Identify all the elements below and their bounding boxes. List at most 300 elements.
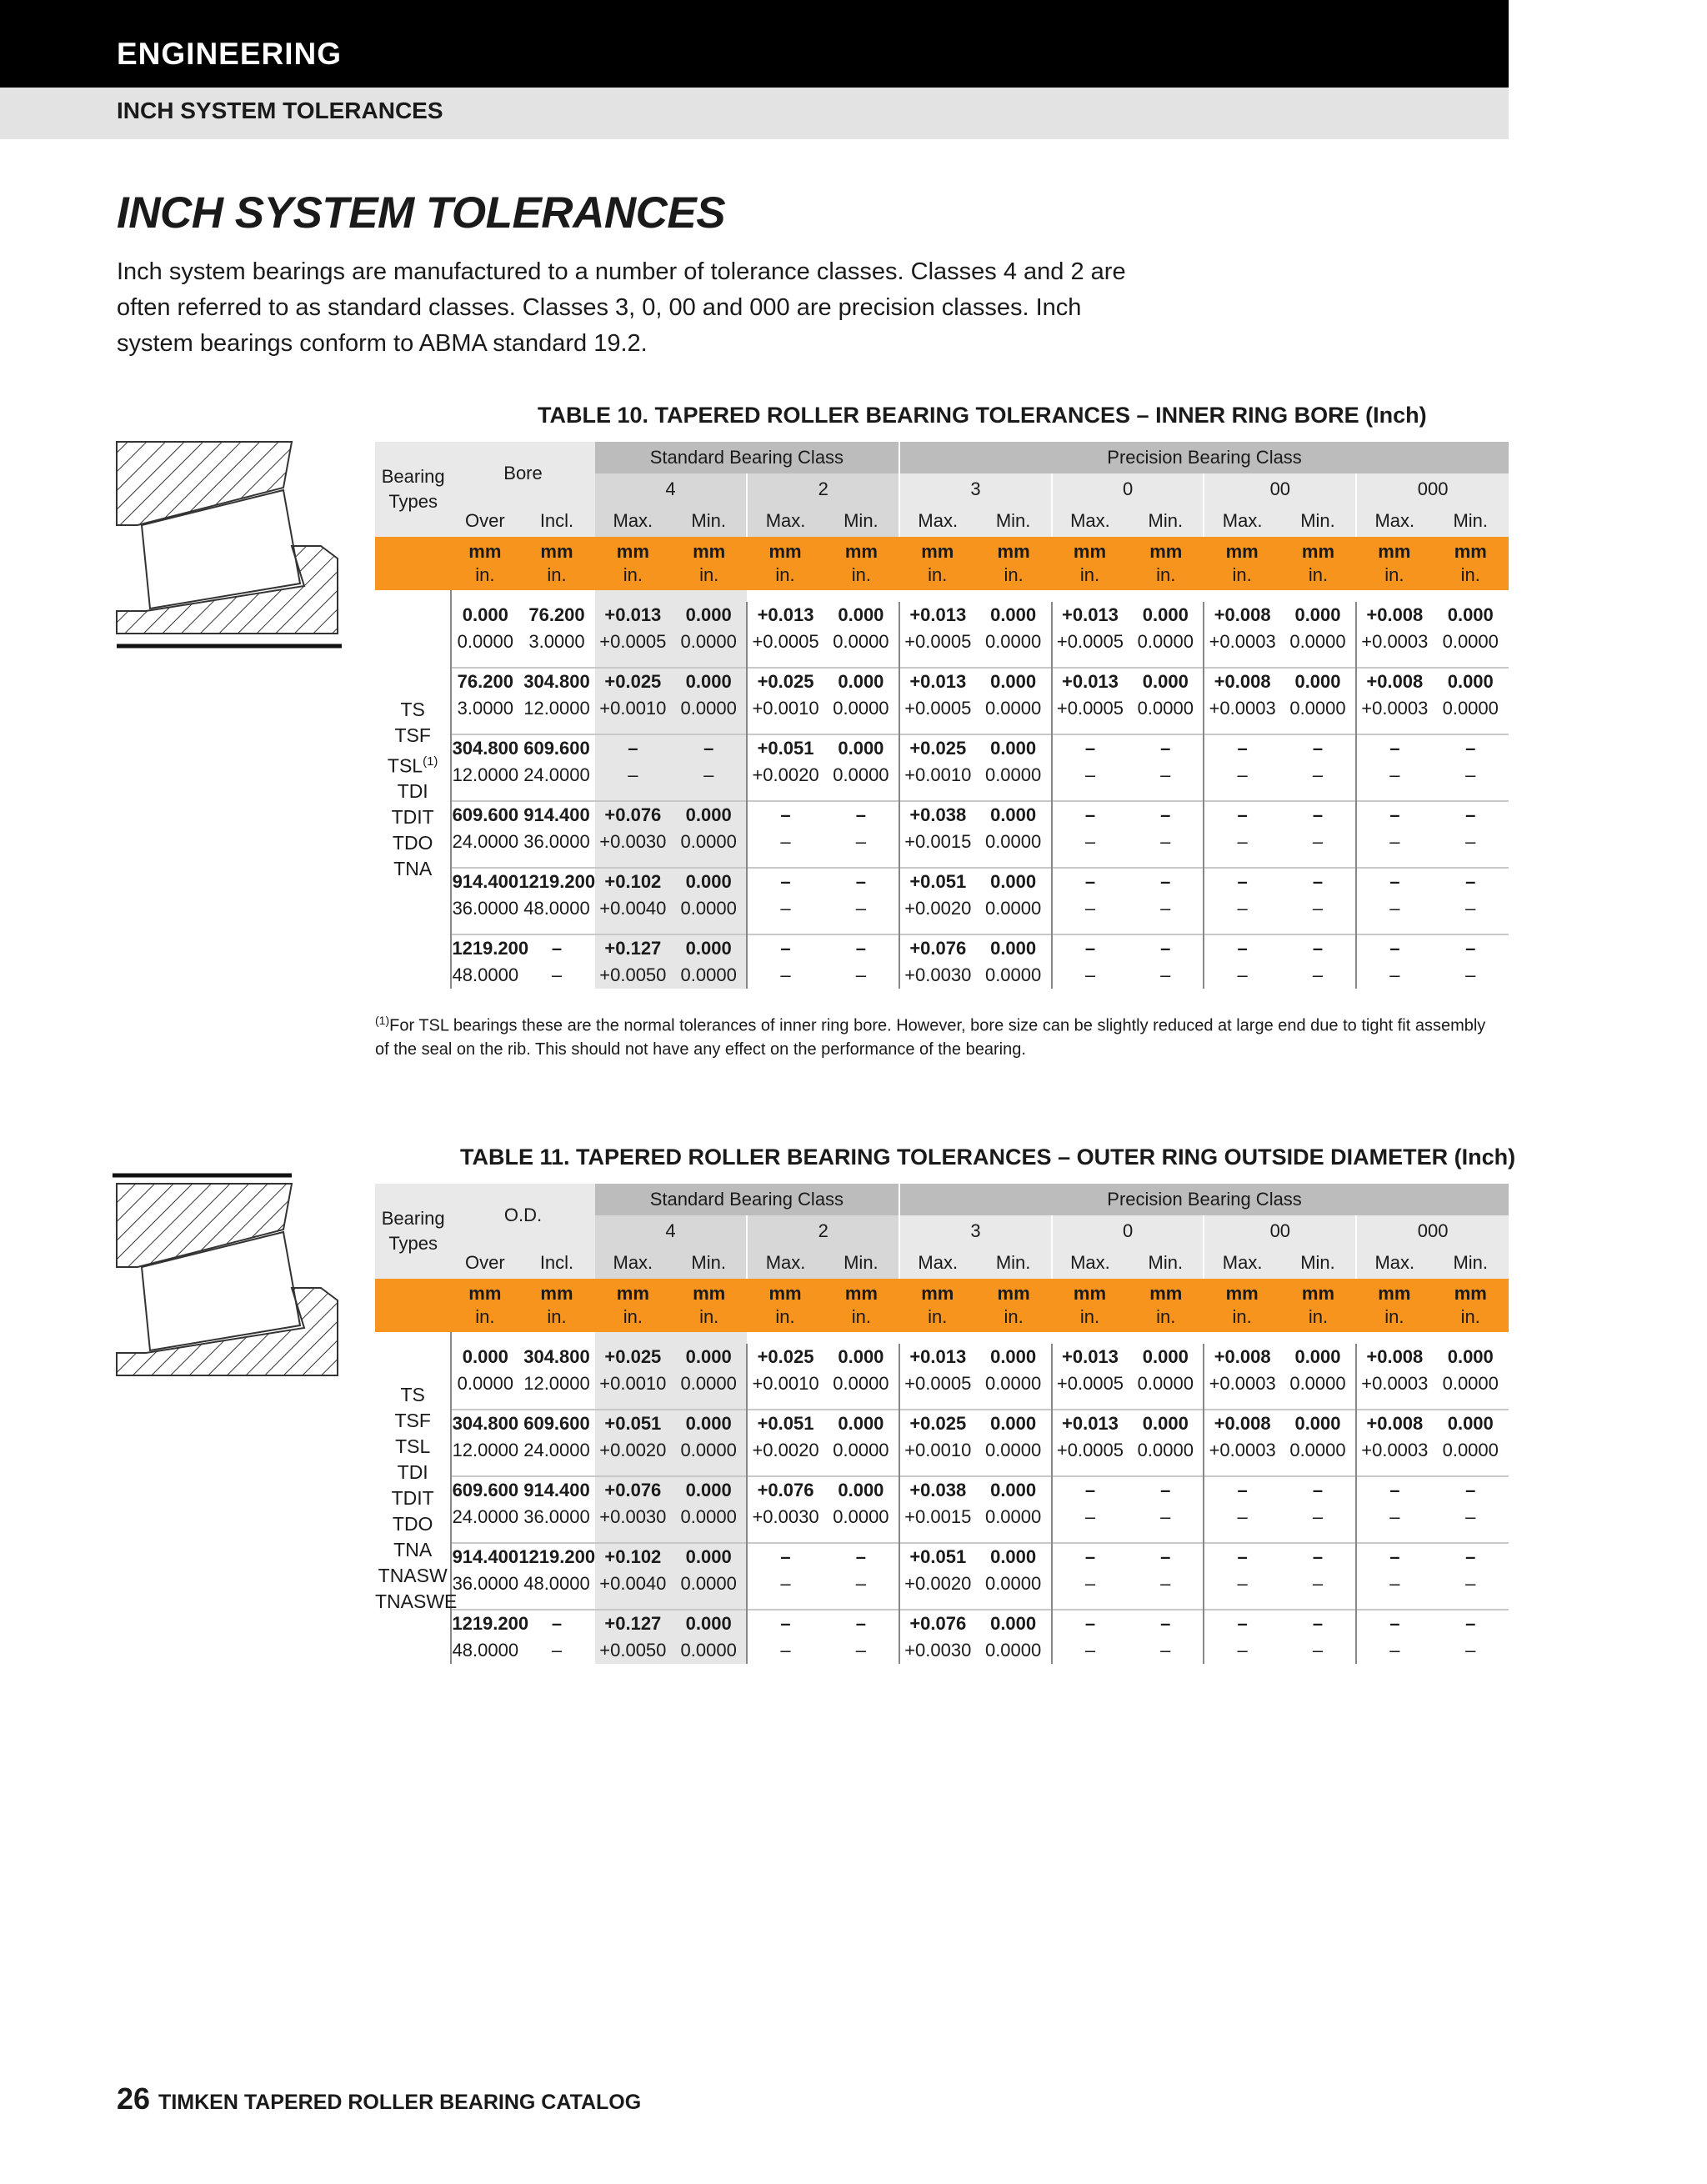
table10-inner-ring-bore	[375, 442, 1509, 989]
value-cell: 1219.200	[451, 1610, 518, 1637]
unit-mm: mm	[616, 541, 649, 562]
bearing-type	[375, 723, 450, 749]
spacer-cell	[1356, 1397, 1432, 1410]
bearing-type-label: TDI	[397, 1460, 428, 1483]
value-cell: +0.008	[1204, 1344, 1279, 1370]
value-cell: –	[1052, 829, 1128, 855]
unit-in: in.	[1308, 564, 1329, 585]
unit-in: in.	[1384, 564, 1404, 585]
table10-footnote	[375, 1009, 1492, 1061]
value-cell: +0.0005	[899, 629, 975, 655]
value-cell: –	[1356, 1504, 1432, 1530]
units-cell	[1280, 537, 1356, 590]
unit-in: in.	[1156, 1306, 1176, 1327]
spacer-cell	[671, 922, 747, 934]
value-cell: –	[1312, 898, 1324, 919]
col-max: Max.	[899, 505, 975, 537]
value-cell: +0.0003	[1204, 695, 1279, 722]
table-row	[375, 868, 1509, 895]
spacer-cell	[747, 1530, 823, 1543]
spacer-cell	[899, 922, 975, 934]
bearing-types-cell	[375, 1332, 458, 1664]
value-cell: –	[855, 898, 867, 919]
spacer-cell	[451, 789, 518, 801]
value-cell: –	[855, 831, 867, 852]
units-cell	[1128, 1279, 1204, 1332]
value-cell: +0.0005	[899, 695, 975, 722]
units-cell	[671, 537, 747, 590]
col-header-standard-class: Standard Bearing Class	[595, 1184, 899, 1215]
col-min: Min.	[823, 505, 899, 537]
spacer-cell	[823, 855, 899, 868]
value-cell: +0.0003	[1204, 1437, 1279, 1464]
value-cell: +0.076	[595, 1476, 671, 1504]
value-cell: –	[747, 962, 823, 989]
value-cell: –	[1052, 762, 1128, 789]
spacer-cell	[1433, 1597, 1509, 1610]
spacer-cell	[1280, 590, 1356, 602]
value-cell: +0.0040	[595, 895, 671, 922]
value-cell: –	[823, 1543, 899, 1570]
value-cell: 0.000	[975, 801, 1051, 829]
spacer-cell	[1356, 590, 1432, 602]
units-cell	[451, 1279, 518, 1332]
value-cell: 0.0000	[1137, 631, 1194, 652]
spacer-cell	[975, 855, 1051, 868]
spacer-cell	[1280, 1530, 1356, 1543]
spacer-cell	[1052, 922, 1128, 934]
unit-mm: mm	[693, 541, 726, 562]
value-cell: 24.0000	[523, 1440, 590, 1460]
spacer-cell	[451, 922, 518, 934]
value-cell: +0.013	[899, 1344, 975, 1370]
value-cell: 304.800	[451, 734, 518, 762]
value-cell: +0.0003	[1356, 695, 1432, 722]
units-cell	[1052, 537, 1128, 590]
unit-mm: mm	[540, 1283, 573, 1304]
unit-mm: mm	[921, 1283, 954, 1304]
footnote-mark: (1)	[375, 1014, 390, 1027]
bearing-type	[375, 779, 450, 804]
spacer-cell	[1356, 1597, 1432, 1610]
value-cell: –	[1204, 895, 1279, 922]
value-cell: –	[1052, 868, 1128, 895]
spacer-cell	[899, 789, 975, 801]
value-cell: +0.0005	[747, 629, 823, 655]
unit-in: in.	[547, 564, 567, 585]
value-cell: +0.076	[747, 1476, 823, 1504]
spacer-cell	[975, 1397, 1051, 1410]
class-header: 0	[1052, 473, 1204, 505]
spacer-cell	[747, 1332, 823, 1344]
spacer-cell	[1280, 722, 1356, 734]
spacer-cell	[899, 1597, 975, 1610]
value-cell: 24.0000	[451, 1504, 518, 1530]
spacer-cell	[518, 855, 594, 868]
bearing-types-list	[375, 1382, 458, 1615]
value-cell: –	[855, 1640, 867, 1661]
spacer-cell	[899, 855, 975, 868]
value-cell: 0.0000	[1137, 1440, 1194, 1460]
intro-paragraph: Inch system bearings are manufactured to a number of tolerance classes. Classes 4 and 2 are often referred to as standard classes. Classes 3, 0, 00 and 000 are precision classes. Inch system bearings conform to ABMA standard 19.2.	[117, 258, 1126, 357]
value-cell: –	[1160, 764, 1171, 785]
spacer-cell	[823, 590, 899, 602]
value-cell: +0.076	[595, 801, 671, 829]
value-cell: –	[1204, 829, 1279, 855]
value-cell: –	[1204, 762, 1279, 789]
units-cell	[1433, 1279, 1509, 1332]
value-cell: 12.0000	[451, 762, 518, 789]
spacer-cell	[1204, 1332, 1279, 1344]
bearing-type-label: TS	[400, 1383, 425, 1405]
value-cell: 36.0000	[523, 831, 590, 852]
spacer-cell	[899, 722, 975, 734]
spacer-cell	[451, 855, 518, 868]
value-cell: 0.000	[1447, 604, 1494, 625]
value-cell: –	[1433, 1610, 1509, 1637]
unit-in: in.	[623, 1306, 643, 1327]
value-cell: 0.0000	[451, 1370, 518, 1397]
spacer-cell	[451, 1530, 518, 1543]
value-cell: –	[1356, 1543, 1432, 1570]
spacer-cell	[1204, 922, 1279, 934]
class-header: 0	[1052, 1215, 1204, 1247]
table11-outer-ring-od	[375, 1184, 1509, 1664]
value-cell: –	[1052, 1637, 1128, 1664]
spacer-cell	[823, 1397, 899, 1410]
spacer-cell	[1128, 922, 1204, 934]
value-cell: 0.0000	[671, 895, 747, 922]
value-cell: 0.000	[1142, 1346, 1189, 1367]
value-cell: 0.000	[1280, 1410, 1356, 1437]
unit-in: in.	[1460, 1306, 1480, 1327]
class-header: 000	[1356, 473, 1509, 505]
value-cell: +0.0005	[595, 629, 671, 655]
spacer-cell	[1356, 922, 1432, 934]
unit-mm: mm	[1378, 1283, 1411, 1304]
unit-in: in.	[475, 564, 495, 585]
value-cell: –	[1128, 1476, 1204, 1504]
col-max: Max.	[1052, 1247, 1128, 1279]
value-cell: –	[1356, 895, 1432, 922]
spacer-cell	[1204, 1597, 1279, 1610]
value-cell: –	[1052, 1504, 1128, 1530]
col-header-precision-class: Precision Bearing Class	[899, 442, 1509, 473]
value-cell: 0.0000	[833, 764, 889, 785]
spacer-cell	[899, 655, 975, 668]
value-cell: 0.000	[671, 1410, 747, 1437]
value-cell: +0.013	[747, 602, 823, 629]
value-cell: +0.0015	[899, 829, 975, 855]
col-max: Max.	[1356, 1247, 1432, 1279]
value-cell: –	[518, 1610, 594, 1637]
value-cell: –	[1433, 1476, 1509, 1504]
spacer-cell	[1280, 789, 1356, 801]
spacer-cell	[1052, 1332, 1128, 1344]
table-row	[375, 762, 1509, 789]
value-cell: 0.000	[671, 602, 747, 629]
value-cell: 0.000	[1142, 604, 1189, 625]
units-cell	[451, 537, 518, 590]
value-cell: –	[1128, 734, 1204, 762]
bearing-type	[375, 1485, 450, 1511]
value-cell: –	[1312, 831, 1324, 852]
table-row	[375, 895, 1509, 922]
value-cell: 12.0000	[451, 1437, 518, 1464]
spacer-cell	[747, 1397, 823, 1410]
value-cell: +0.025	[595, 1344, 671, 1370]
spacer-cell	[1052, 1597, 1128, 1610]
col-min: Min.	[823, 1247, 899, 1279]
spacer-cell	[1128, 855, 1204, 868]
value-cell: +0.0030	[595, 1504, 671, 1530]
value-cell: –	[1433, 1543, 1509, 1570]
unit-in: in.	[1384, 1306, 1404, 1327]
value-cell: +0.0050	[595, 1637, 671, 1664]
spacer-cell	[747, 590, 823, 602]
value-cell: 0.0000	[833, 1440, 889, 1460]
value-cell: –	[1160, 1506, 1171, 1527]
value-cell: –	[1356, 829, 1432, 855]
subsection-title: INCH SYSTEM TOLERANCES	[117, 98, 443, 123]
value-cell: 0.0000	[451, 629, 518, 655]
col-incl: Incl.	[518, 1247, 594, 1279]
value-cell: 0.0000	[984, 1640, 1042, 1661]
value-cell: –	[595, 762, 671, 789]
spacer-cell	[1128, 1397, 1204, 1410]
value-cell: 0.000	[975, 668, 1051, 695]
unit-in: in.	[1308, 1306, 1329, 1327]
value-cell: 0.000	[1433, 1410, 1509, 1437]
table-row	[375, 1410, 1509, 1437]
value-cell: +0.051	[747, 734, 823, 762]
value-cell: –	[1128, 868, 1204, 895]
unit-mm: mm	[1149, 1283, 1183, 1304]
spacer-cell	[975, 655, 1051, 668]
value-cell: +0.013	[899, 602, 975, 629]
unit-mm: mm	[921, 541, 954, 562]
value-cell: –	[1312, 964, 1324, 985]
spacer-cell	[1433, 1397, 1509, 1410]
spacer-cell	[823, 789, 899, 801]
section-header-bar	[0, 0, 1509, 88]
value-cell: +0.0005	[1052, 1370, 1128, 1397]
spacer-cell	[899, 1464, 975, 1476]
units-cell	[1356, 537, 1432, 590]
value-cell: –	[671, 734, 747, 762]
value-cell: 0.0000	[984, 1440, 1042, 1460]
units-cell	[1204, 537, 1279, 590]
units-cell	[747, 537, 823, 590]
table-row	[375, 1570, 1509, 1597]
unit-mm: mm	[616, 1283, 649, 1304]
value-cell: –	[823, 934, 899, 962]
spacer-cell	[518, 789, 594, 801]
unit-in: in.	[928, 564, 948, 585]
value-cell: 36.0000	[451, 1570, 518, 1597]
value-cell: 0.000	[975, 934, 1051, 962]
value-cell: –	[1204, 962, 1279, 989]
col-max: Max.	[1204, 1247, 1279, 1279]
table11-caption: TABLE 11. TAPERED ROLLER BEARING TOLERANCES – OUTER RING OUTSIDE DIAMETER (Inch)	[460, 1145, 1516, 1170]
bearing-type-label: TDIT	[391, 806, 434, 829]
value-cell: +0.127	[595, 934, 671, 962]
value-cell: 0.0000	[1137, 1373, 1194, 1394]
value-cell: 0.000	[975, 868, 1051, 895]
value-cell: 0.000	[671, 1476, 747, 1504]
label-bearing: Bearing	[381, 466, 445, 487]
unit-in: in.	[1004, 564, 1024, 585]
spacer-cell	[451, 1464, 518, 1476]
value-cell: 0.0000	[671, 695, 747, 722]
value-cell: +0.038	[899, 1476, 975, 1504]
spacer-cell	[747, 655, 823, 668]
value-cell: –	[1052, 1476, 1128, 1504]
value-cell: –	[1204, 1543, 1279, 1570]
unit-mm: mm	[1225, 541, 1259, 562]
value-cell: 0.0000	[984, 898, 1042, 919]
value-cell: +0.0040	[595, 1570, 671, 1597]
value-cell: 76.200	[451, 668, 518, 695]
value-cell: –	[1356, 1610, 1432, 1637]
units-cell	[747, 1279, 823, 1332]
value-cell: 609.600	[518, 1410, 594, 1437]
spacer-cell	[1052, 722, 1128, 734]
value-cell: 0.000	[451, 602, 518, 629]
unit-in: in.	[775, 1306, 795, 1327]
value-cell: +0.008	[1356, 668, 1432, 695]
unit-mm: mm	[1073, 1283, 1107, 1304]
value-cell: 0.0000	[984, 764, 1042, 785]
section-title: ENGINEERING	[117, 37, 343, 71]
col-max: Max.	[1356, 505, 1432, 537]
spacer-cell	[747, 855, 823, 868]
col-over: Over	[451, 505, 518, 537]
unit-mm: mm	[768, 541, 802, 562]
col-header-bearing-types	[375, 442, 451, 537]
col-max: Max.	[1052, 505, 1128, 537]
value-cell: +0.051	[747, 1410, 823, 1437]
spacer-cell	[451, 590, 518, 602]
spacer-cell	[975, 590, 1051, 602]
value-cell: 0.0000	[671, 1437, 747, 1464]
value-cell: –	[1280, 734, 1356, 762]
col-header-standard-class: Standard Bearing Class	[595, 442, 899, 473]
bearing-types-cell	[375, 590, 451, 989]
value-cell: 0.000	[823, 1476, 899, 1504]
unit-in: in.	[851, 564, 872, 585]
value-cell: +0.013	[595, 602, 671, 629]
units-cell	[1280, 1279, 1356, 1332]
value-cell: +0.0003	[1204, 1370, 1279, 1397]
spacer-cell	[1052, 855, 1128, 868]
label-types: Types	[388, 491, 438, 512]
footnote-text: For TSL bearings these are the normal tolerances of inner ring bore. However, bore size can be slightly reduced at large end due to tight fit assembly of the seal on the rib. This should not have any effect on the performance of the bearing.	[375, 1016, 1486, 1059]
value-cell: +0.0010	[747, 1370, 823, 1397]
spacer-cell	[451, 722, 518, 734]
spacer-cell	[823, 655, 899, 668]
spacer-cell	[1356, 1332, 1432, 1344]
col-max: Max.	[747, 1247, 823, 1279]
value-cell: 0.000	[990, 604, 1037, 625]
value-cell: +0.025	[747, 668, 823, 695]
value-cell: +0.008	[1204, 1410, 1279, 1437]
unit-in: in.	[1079, 564, 1100, 585]
value-cell: +0.102	[595, 1543, 671, 1570]
value-cell: +0.013	[1052, 1410, 1128, 1437]
value-cell: –	[1312, 1640, 1324, 1661]
bearing-type-label: TSF	[394, 1409, 431, 1431]
unit-in: in.	[1079, 1306, 1100, 1327]
bearing-type-label: TDIT	[391, 1486, 434, 1509]
value-cell: –	[1052, 934, 1128, 962]
spacer-cell	[899, 1530, 975, 1543]
value-cell: 0.0000	[833, 631, 889, 652]
table-row	[375, 829, 1509, 855]
unit-mm: mm	[1301, 541, 1335, 562]
value-cell: –	[1280, 934, 1356, 962]
col-min: Min.	[1433, 505, 1509, 537]
value-cell: 0.000	[975, 1610, 1051, 1637]
spacer-cell	[1356, 655, 1432, 668]
value-cell: +0.025	[899, 1410, 975, 1437]
unit-in: in.	[1004, 1306, 1024, 1327]
value-cell: +0.008	[1204, 668, 1279, 695]
value-cell: 0.000	[823, 734, 899, 762]
spacer-cell	[899, 1397, 975, 1410]
value-cell: 914.400	[518, 801, 594, 829]
spacer-cell	[671, 1464, 747, 1476]
value-cell: –	[1465, 831, 1476, 852]
value-cell: 0.000	[671, 868, 747, 895]
value-cell: –	[747, 868, 823, 895]
col-header-bearing-types	[375, 1184, 451, 1279]
unit-in: in.	[699, 564, 719, 585]
units-cell	[899, 537, 975, 590]
value-cell: –	[1280, 801, 1356, 829]
spacer-cell	[1204, 789, 1279, 801]
spacer-cell	[1356, 1530, 1432, 1543]
value-cell: +0.0030	[747, 1504, 823, 1530]
class-header: 3	[899, 473, 1052, 505]
value-cell: +0.013	[1052, 602, 1128, 629]
value-cell: +0.076	[899, 934, 975, 962]
value-cell: 36.0000	[451, 895, 518, 922]
spacer-cell	[1204, 590, 1279, 602]
value-cell: +0.025	[747, 1344, 823, 1370]
value-cell: 0.000	[671, 668, 747, 695]
spacer-cell	[518, 1332, 594, 1344]
spacer-cell	[451, 1332, 518, 1344]
spacer-cell	[595, 590, 671, 602]
value-cell: 24.0000	[523, 764, 590, 785]
value-cell: –	[1128, 1610, 1204, 1637]
subsection-header-bar	[0, 88, 1509, 139]
value-cell: –	[855, 1573, 867, 1594]
spacer-cell	[1204, 1530, 1279, 1543]
bearing-type	[375, 830, 450, 856]
table-row	[375, 1370, 1509, 1397]
unit-in: in.	[851, 1306, 872, 1327]
spacer-cell	[747, 922, 823, 934]
bearing-type	[375, 1589, 458, 1615]
spacer-cell	[1280, 1464, 1356, 1476]
unit-mm: mm	[1454, 541, 1487, 562]
spacer-cell	[899, 590, 975, 602]
col-max: Max.	[899, 1247, 975, 1279]
value-cell: –	[1204, 1504, 1279, 1530]
units-cell	[518, 1279, 594, 1332]
